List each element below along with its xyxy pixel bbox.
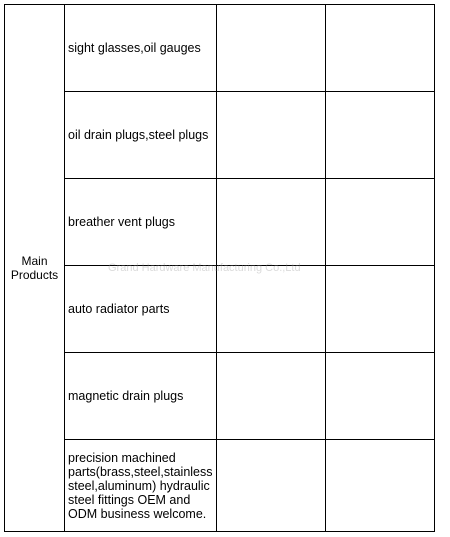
row-label-oil-drain-plugs: oil drain plugs,steel plugs	[65, 92, 217, 179]
magnetic-plug-photo	[216, 353, 325, 440]
radiator-necks-photo	[325, 266, 434, 353]
category-line-2: Products	[10, 268, 59, 282]
products-table	[4, 4, 435, 532]
row-label-magnetic-drain-plugs: magnetic drain plugs	[65, 353, 217, 440]
row-label-auto-radiator-parts: auto radiator parts	[65, 266, 217, 353]
breather-plug-photo-2	[325, 179, 434, 266]
magnetic-plugs-set-photo	[325, 353, 434, 440]
row-label-precision-machined-parts: precision machined parts(brass,steel,stainless steel,aluminum) hydraulic steel fittings OEM and ODM business welcome.	[65, 440, 217, 532]
row-label-breather-vent-plugs: breather vent plugs	[65, 179, 217, 266]
steel-plugs-photo	[216, 92, 325, 179]
oil-drain-plugs-photo	[325, 92, 434, 179]
row-label-sight-glasses: sight glasses,oil gauges	[65, 5, 217, 92]
oil-gauge-photo	[325, 5, 434, 92]
brass-fittings-photo	[216, 440, 325, 532]
sight-glass-photo	[216, 5, 325, 92]
machined-parts-photo	[325, 440, 434, 532]
radiator-caps-photo	[216, 266, 325, 353]
breather-plug-photo-1	[216, 179, 325, 266]
main-products-cell	[5, 5, 65, 532]
overlay-watermark: Grand Hardware Manufacturing Co.,Ltd	[108, 262, 301, 274]
category-line-1: Main	[21, 254, 48, 268]
